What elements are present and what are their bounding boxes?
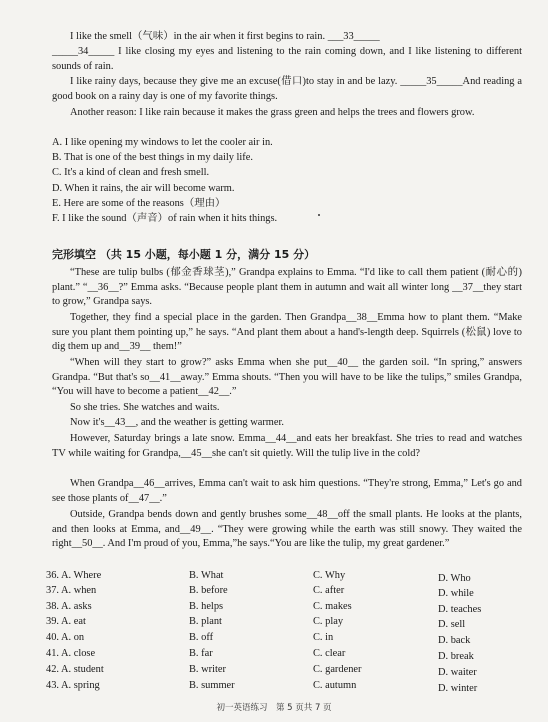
- question-number-option-a: 38. A. asks: [46, 601, 92, 612]
- question-number-option-a: 43. A. spring: [46, 680, 100, 691]
- cloze-paragraph-4: So she tries. She watches and waits.: [70, 402, 220, 413]
- reading-paragraph-4: Another reason: I like rain because it makes the grass green and helps the trees and flowers grow.: [70, 107, 475, 118]
- question-row: [46, 648, 516, 662]
- option-b: B. What: [189, 570, 224, 581]
- reading-option-b: B. That is one of the best things in my daily life.: [52, 152, 253, 163]
- stray-mark: [318, 214, 320, 216]
- option-d: D. Who: [438, 573, 471, 584]
- cloze-paragraph-3: “When will they start to grow?” asks Emma when she put__40__ the garden soil. “In spring,” answers Grandpa. “But that's so__41__away.” Emma shouts. “Then you will have to be like the tulips,” smiles Grandpa, “You will have to become a patient__42__.”: [52, 357, 522, 398]
- question-number-option-a: 39. A. eat: [46, 616, 86, 627]
- question-number-option-a: 36. A. Where: [46, 570, 102, 581]
- reading-paragraph-2: _____34_____ I like closing my eyes and listening to the rain coming down, and I like listening to different sounds of rain.: [52, 46, 522, 72]
- question-number-option-a: 42. A. student: [46, 664, 104, 675]
- option-d: D. break: [438, 651, 474, 662]
- option-d: D. winter: [438, 683, 478, 694]
- cloze-paragraph-7: When Grandpa__46__arrives, Emma can't wait to ask him questions. “They're strong, Emma,” Let's go and see those plants of__47__.”: [52, 478, 522, 504]
- option-b: B. summer: [189, 680, 235, 691]
- option-c: C. autumn: [313, 680, 357, 691]
- question-number-option-a: 41. A. close: [46, 648, 96, 659]
- option-d: D. sell: [438, 619, 466, 630]
- option-c: C. makes: [313, 601, 352, 612]
- option-b: B. plant: [189, 616, 222, 627]
- cloze-paragraph-8: Outside, Grandpa bends down and gently brushes some__48__off the small plants. He looks at the plants, and then looks at Emma, and__49__. “They were growing while the earth was still snowy. They waited the right__50__. And I'm proud of you, Emma,”he says.“You are like the tulip, my great gardener.”: [52, 509, 522, 550]
- option-b: B. off: [189, 632, 214, 643]
- question-row: [46, 616, 516, 630]
- page-footer: 初一英语练习 第 5 页共 7 页: [216, 703, 332, 713]
- question-row: [46, 601, 516, 615]
- question-number-option-a: 40. A. on: [46, 632, 85, 643]
- reading-option-a: A. I like opening my windows to let the cooler air in.: [52, 137, 273, 148]
- option-b: B. writer: [189, 664, 226, 675]
- option-c: C. clear: [313, 648, 346, 659]
- cloze-paragraph-2: Together, they find a special place in the garden. Then Grandpa__38__Emma how to plant them. “Make sure you plant them pointing up,” he says. “And plant them about a hand's-length deep. Squirrels (松鼠) love to dig them up and__39__ them!”: [52, 312, 522, 353]
- cloze-paragraph-6: However, Saturday brings a late snow. Emma__44__and eats her breakfast. She tries to read and watches TV while waiting for Grandpa,__45__she can't sit quietly. Will the tulip live in the cold?: [52, 433, 522, 459]
- option-b: B. before: [189, 585, 228, 596]
- question-row: [46, 632, 516, 646]
- question-row: [46, 570, 516, 584]
- reading-option-f: F. I like the sound（声音）of rain when it hits things.: [52, 213, 278, 224]
- option-b: B. far: [189, 648, 213, 659]
- reading-paragraph-3: I like rainy days, because they give me an excuse(借口)to stay in and be lazy. _____35_____And reading a good book on a rainy day is one of my favorite things.: [52, 76, 522, 102]
- option-c: C. after: [313, 585, 345, 596]
- option-c: C. Why: [313, 570, 346, 581]
- option-c: C. play: [313, 616, 344, 627]
- reading-option-d: D. When it rains, the air will become warm.: [52, 183, 235, 194]
- reading-option-e: E. Here are some of the reasons（理由）: [52, 198, 226, 209]
- option-b: B. helps: [189, 601, 224, 612]
- cloze-paragraph-1: “These are tulip bulbs (郁金香球茎),” Grandpa explains to Emma. “I'd like to call them patient (耐心的) plant.” “__36__?” Emma asks. “Because people plant them in autumn and wait all winter long __37__they start to grow,” Grandpa says.: [52, 267, 522, 308]
- option-c: C. gardener: [313, 664, 362, 675]
- section-heading: 完形填空 （共 15 小题，每小题 1 分，满分 15 分）: [52, 248, 316, 261]
- question-row: [46, 664, 516, 678]
- option-d: D. back: [438, 635, 471, 646]
- question-row: [46, 680, 516, 694]
- reading-option-c: C. It's a kind of clean and fresh smell.: [52, 167, 210, 178]
- question-number-option-a: 37. A. when: [46, 585, 97, 596]
- reading-paragraph-1: I like the smell（气味）in the air when it first begins to rain. ___33_____: [70, 31, 380, 42]
- cloze-paragraph-5: Now it's__43__, and the weather is getting warmer.: [70, 417, 284, 428]
- option-d: D. while: [438, 588, 474, 599]
- option-d: D. waiter: [438, 667, 477, 678]
- option-c: C. in: [313, 632, 334, 643]
- option-d: D. teaches: [438, 604, 482, 615]
- question-row: [46, 585, 516, 599]
